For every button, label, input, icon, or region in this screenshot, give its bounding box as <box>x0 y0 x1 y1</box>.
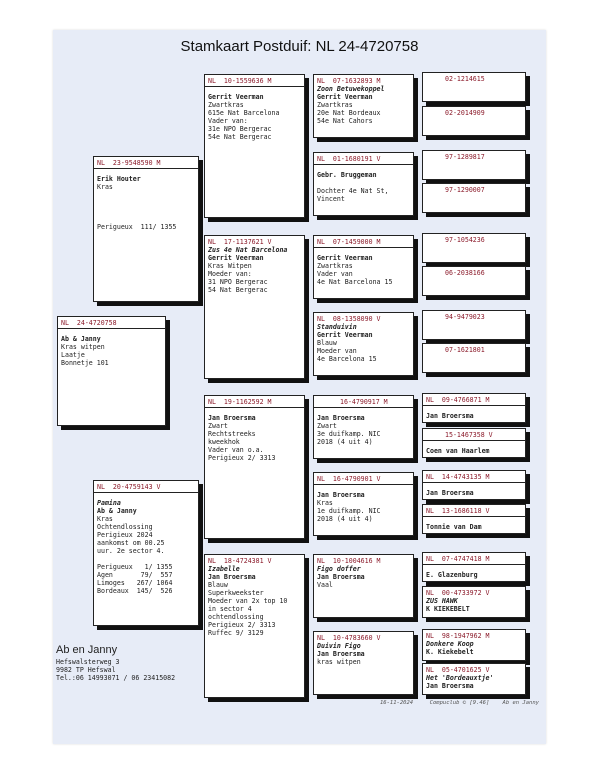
info-line: in sector 4 <box>208 605 252 613</box>
info-line: uur. 2e sector 4. <box>97 547 165 555</box>
ring-number: NL 10-1004616 M <box>317 557 381 565</box>
owner-line: Erik Houter <box>97 175 141 183</box>
ring-number: NL 00-4733972 V <box>426 589 490 597</box>
ring-number: NL 09-4766871 M <box>423 394 525 406</box>
ring-number: NL 20-4759143 V <box>94 481 198 493</box>
info-line: 2018 (4 uit 4) <box>317 515 373 523</box>
ring-number: NL 17-1137621 V <box>208 238 272 246</box>
info-line: Vader van: <box>208 117 248 125</box>
ring-number: NL 18-4724381 V <box>208 557 272 565</box>
pigeon-name: Donkere Koop <box>426 640 474 648</box>
owner-phone: Tel.:06 14993071 / 06 23415082 <box>56 674 176 682</box>
info-line: Kras <box>97 515 113 523</box>
owner-line: Jan Broersma <box>208 573 256 581</box>
pigeon-name: Izabelle <box>208 565 240 573</box>
gen5-box-15 <box>422 629 526 661</box>
info-line: kras witpen <box>317 658 361 666</box>
ring-number: 02-1214615 <box>445 75 485 83</box>
gen5-box-10 <box>422 428 526 458</box>
fm-box <box>204 235 305 379</box>
owner-line: Jan Broersma <box>426 489 474 497</box>
ring-number: NL 05-4701625 V <box>426 666 490 674</box>
owner-line: Jan Broersma <box>426 682 474 690</box>
info-line: Kras <box>317 499 333 507</box>
info-line: Zwartkras <box>208 101 244 109</box>
info-line: Blauw <box>317 339 337 347</box>
owner-line: Jan Broersma <box>426 412 474 420</box>
ring-number: 06-2038166 <box>445 269 485 277</box>
ring-number: NL 01-1680191 V <box>314 153 413 165</box>
ring-number: NL 24-4720758 <box>58 317 165 329</box>
info-line: ochtendlossing <box>208 613 264 621</box>
ring-number: 97-1054236 <box>445 236 485 244</box>
info-line: 2018 (4 uit 4) <box>317 438 373 446</box>
info-line: 615e Nat Barcelona <box>208 109 280 117</box>
fmm-box <box>313 312 414 376</box>
info-line: Dochter 4e Nat St, <box>317 187 389 195</box>
mmf-box <box>313 554 414 618</box>
owner-line: Ab & Janny <box>61 335 101 343</box>
ring-number: NL 19-1162592 M <box>205 396 304 408</box>
owner-line: Gerrit Veerman <box>317 254 373 262</box>
gen5-box-7 <box>422 310 526 340</box>
result-line: Limoges 267/ 1064 <box>97 579 173 587</box>
owner-line: Gebr. Bruggeman <box>317 171 377 179</box>
gen5-box-8 <box>422 343 526 373</box>
info-line: Blauw <box>208 581 228 589</box>
info-line: kweekhok <box>208 438 240 446</box>
owner-line: Jan Broersma <box>317 650 365 658</box>
ring-number: NL 08-1358090 V <box>317 315 381 323</box>
info-line: 4e Barcelona 15 <box>317 355 377 363</box>
gen5-box-14 <box>422 586 526 618</box>
info-line: Zwartkras <box>317 262 353 270</box>
info-line: 3e duifkamp. NIC <box>317 430 381 438</box>
fff-box <box>313 74 414 138</box>
gen5-box-5 <box>422 233 526 263</box>
info-line: Zwart <box>317 422 337 430</box>
mother-box <box>93 480 199 626</box>
ring-number: 97-1290007 <box>445 186 485 194</box>
gen5-box-13 <box>422 552 526 582</box>
owner-line: Ab & Janny <box>97 507 137 515</box>
father-box <box>93 156 199 302</box>
owner-line: K. Kiekebelt <box>426 648 474 656</box>
pigeon-name: Zus 4e Nat Barcelona <box>208 246 288 254</box>
footer-text: 16-11-2024 Compuclub © [9.46] Ab en Janny <box>380 700 539 706</box>
info-line: 54 Nat Bergerac <box>208 286 268 294</box>
info-line: aankomst om 00.25 <box>97 539 165 547</box>
ring-number: 97-1289817 <box>445 153 485 161</box>
info-line: Laatje <box>61 351 85 359</box>
ff-box <box>204 74 305 218</box>
pigeon-name: Pamina <box>97 499 121 507</box>
owner-city: 9982 TP Hefswal <box>56 666 116 674</box>
info-line: Perigieux 2/ 3313 <box>208 621 276 629</box>
info-line: Vader van <box>317 270 353 278</box>
info-line: Ruffec 9/ 3129 <box>208 629 264 637</box>
owner-line: K KIEKEBELT <box>426 605 470 613</box>
gen5-box-9 <box>422 393 526 423</box>
owner-line: Gerrit Veerman <box>208 93 264 101</box>
pigeon-name: Duivin Figo <box>317 642 361 650</box>
ring-number: NL 07-1632893 M <box>317 77 381 85</box>
pigeon-name: ZUS HAWK <box>426 597 458 605</box>
ring-number: 02-2014909 <box>445 109 485 117</box>
info-line: 31e NPO Bergerac <box>208 125 272 133</box>
gen5-box-11 <box>422 470 526 500</box>
owner-info <box>56 644 175 682</box>
result-line: Perigueux 1/ 1355 <box>97 563 173 571</box>
info-line: 54e Nat Cahors <box>317 117 373 125</box>
gen5-box-4 <box>422 183 526 213</box>
info-line: Kras <box>97 183 113 191</box>
ring-number: 07-1621801 <box>445 346 485 354</box>
info-line: Moeder van 2x top 10 <box>208 597 288 605</box>
ring-number: NL 07-4747418 M <box>423 553 525 565</box>
page-title: Stamkaart Postduif: NL 24-4720758 <box>180 38 419 55</box>
info-line: Zwart <box>208 422 228 430</box>
info-line: Moeder van: <box>208 270 252 278</box>
pigeon-name: Figo doffer <box>317 565 361 573</box>
info-line: Moeder van <box>317 347 357 355</box>
gen5-box-12 <box>422 504 526 534</box>
ring-number: NL 10-4783660 V <box>317 634 381 642</box>
owner-name: Ab en Janny <box>56 644 118 656</box>
ring-number: 15-1467358 V <box>423 429 525 441</box>
info-line: Bonnetje 101 <box>61 359 109 367</box>
owner-line: Tonnie van Dam <box>426 523 482 531</box>
ring-number: NL 14-4743135 M <box>423 471 525 483</box>
pigeon-name: Zoon Betuwekoppel <box>317 85 385 93</box>
ring-number: NL 13-1686118 V <box>423 505 525 517</box>
info-line: Kras Witpen <box>208 262 252 270</box>
ring-number: NL 10-1559636 M <box>205 75 304 87</box>
owner-line: Jan Broersma <box>208 414 256 422</box>
pedigree-card <box>53 30 546 744</box>
mm-box <box>204 554 305 698</box>
ring-number: 16-4790917 M <box>314 396 413 408</box>
info-line: Perigieux 2024 <box>97 531 153 539</box>
info-line: Ochtendlossing <box>97 523 153 531</box>
ring-number: NL 98-1947962 M <box>426 632 490 640</box>
gen5-box-3 <box>422 150 526 180</box>
info-line: 31 NPO Bergerac <box>208 278 268 286</box>
info-line: Kras witpen <box>61 343 105 351</box>
info-line: Perigieux 2/ 3313 <box>208 454 276 462</box>
owner-line: Jan Broersma <box>317 414 365 422</box>
pigeon-name: Het 'Bordeauxtje' <box>426 674 494 682</box>
owner-line: Jan Broersma <box>317 573 365 581</box>
info-line: 4e Nat Barcelona 15 <box>317 278 393 286</box>
owner-line: E. Glazenburg <box>426 571 478 579</box>
owner-line: Coen van Haarlem <box>426 447 490 455</box>
info-line: Vader van o.a. <box>208 446 264 454</box>
info-line: Superkweekster <box>208 589 264 597</box>
info-line: Vaal <box>317 581 333 589</box>
owner-line: Gerrit Veerman <box>208 254 264 262</box>
gen5-box-2 <box>422 106 526 136</box>
result-line: Agen 79/ 557 <box>97 571 173 579</box>
gen5-box-1 <box>422 72 526 102</box>
info-line: Vincent <box>317 195 345 203</box>
ring-number: NL 16-4790901 V <box>314 473 413 485</box>
subject-box <box>57 316 166 426</box>
result-line: Perigueux 111/ 1355 <box>97 223 177 231</box>
mf-box <box>204 395 305 539</box>
owner-line: Gerrit Veerman <box>317 331 373 339</box>
mfm-box <box>313 472 414 536</box>
ring-number: 94-9479023 <box>445 313 485 321</box>
result-line: Bordeaux 145/ 526 <box>97 587 173 595</box>
ffm-box <box>313 152 414 216</box>
gen5-box-6 <box>422 266 526 296</box>
mff-box <box>313 395 414 459</box>
info-line: Zwartkras <box>317 101 353 109</box>
ring-number: NL 07-1459000 M <box>314 236 413 248</box>
info-line: 1e duifkamp. NIC <box>317 507 381 515</box>
owner-line: Gerrit Veerman <box>317 93 373 101</box>
mmm-box <box>313 631 414 695</box>
owner-address: Hefswalsterweg 3 <box>56 658 120 666</box>
gen5-box-16 <box>422 663 526 695</box>
ring-number: NL 23-9548590 M <box>94 157 198 169</box>
info-line: 54e Nat Bergerac <box>208 133 272 141</box>
fmf-box <box>313 235 414 299</box>
pigeon-name: Standuivin <box>317 323 357 331</box>
info-line: Rechtstreeks <box>208 430 256 438</box>
info-line: 20e Nat Bordeaux <box>317 109 381 117</box>
owner-line: Jan Broersma <box>317 491 365 499</box>
